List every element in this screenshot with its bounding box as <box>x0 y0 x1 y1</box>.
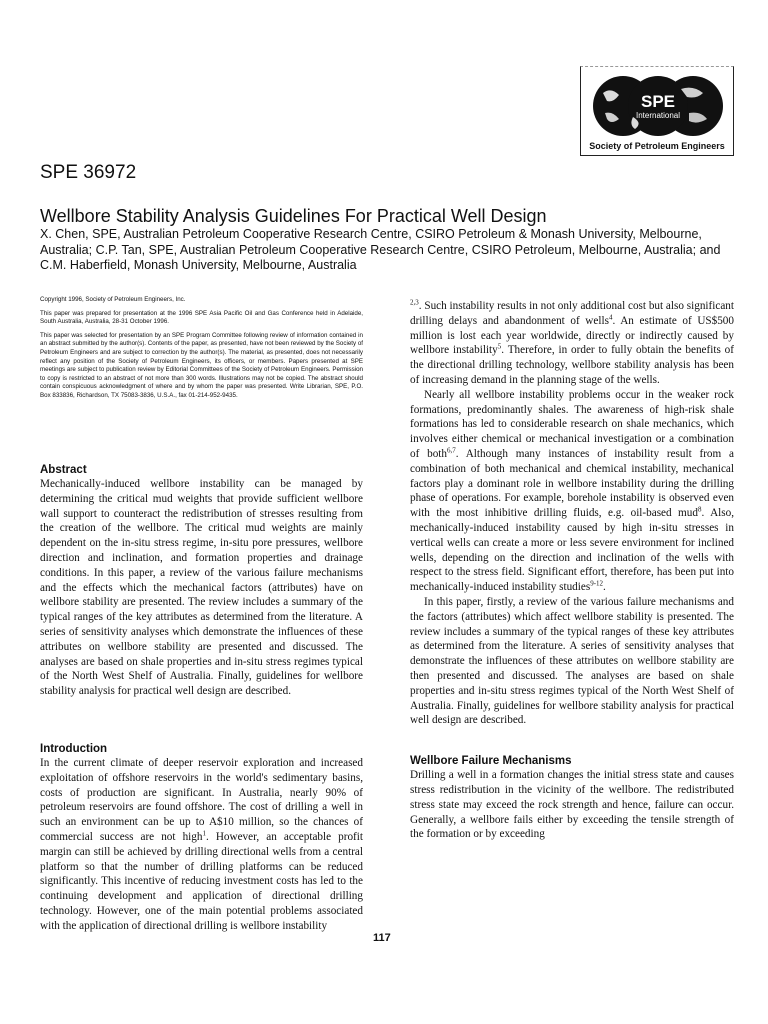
conference-line: This paper was prepared for presentation at the 1996 SPE Asia Pacific Oil and Gas Conference held in Adelaide, South Australia, Australia, 28-31 October 1996. <box>40 309 363 326</box>
svg-text:International: International <box>635 111 681 120</box>
introduction-paragraph-2: Nearly all wellbore instability problems occur in the weaker rock formations, predominantly shales. The awareness of high-risk shale formations has led to considerable research on shale mechanics, which involves either chemical or mechanical investigation or a combination of both$^{6,7}$. Although many instances of instability result from a combination of both mechanical and chemical instability, mechanical factors play a dominant role in wellbore instability during the drilling phase of operations. For example, borehole instability is observed even with the most inhibitive drilling fluids, e.g. oil-based mud$^8$. Also, mechanically-induced instability caused by high in-situ stresses in vertical wells can create a more or less severe environment for inclined wells, depending on the direction and inclination of the wells with respect to the stress field. Significant effort, therefore, has been put into mechanically-induced instability studies$^{9-12}$. <box>410 388 734 594</box>
abstract-heading: Abstract <box>40 464 87 476</box>
page-number: 117 <box>373 932 391 944</box>
paper-title: Wellbore Stability Analysis Guidelines For Practical Well Design <box>40 206 547 226</box>
authors: X. Chen, SPE, Australian Petroleum Cooperative Research Centre, CSIRO Petroleum & Monash University, Melbourne, Australia; C.P. Tan, SPE, Australian Petroleum Cooperative Research Centre, CSIRO Petroleum, Melbourne, Australia; and C.M. Haberfield, Monash University, Melbourne, Australia <box>40 227 721 272</box>
svg-text:SPE: SPE <box>640 92 676 111</box>
introduction-paragraph-1: In the current climate of deeper reservoir exploration and increased exploitation of offshore reservoirs in the world's sedimentary basins, costs of production are significant. In Australia, nearly 90% of petroleum reservoirs are found offshore. The cost of drilling a well in such an environment can be up to A$10 million, so the chances of commercial success are not high$^1$. However, an acceptable profit margin can still be achieved by drilling directional wells from a central platform so that the number of drilling platforms can be reduced significantly. This incentive of reducing investment costs has led to the continuing development and application of directional drilling technology. However, one of the main potential problems associated with the application of directional drilling is wellbore instability <box>40 757 363 932</box>
spe-logo <box>580 66 734 156</box>
intro-p1-b: . However, an acceptable profit margin can still be achieved by drilling directional wells from a central platform so that the number of drilling platforms can be reduced significantly. This incentive of reducing investment costs has led to the continuing development and application of directional drilling technology. However, one of the main potential problems associated with the application of directional drilling is wellbore instability <box>40 830 363 932</box>
failure-mechanisms-heading: Wellbore Failure Mechanisms <box>410 755 572 768</box>
abstract-section <box>40 463 363 699</box>
spe-globe-logo-icon <box>589 73 727 139</box>
copyright-notice <box>40 296 363 406</box>
paper-id: SPE 36972 <box>40 162 137 183</box>
abstract-text: Mechanically-induced wellbore instability can be managed by determining the critical mud weights that provide sufficient wellbore wall support to counteract the redistribution of stresses resulting from the creation of the wellbore. The critical mud weights are mainly dependent on the in-situ stress regime, in-situ pore pressures, wellbore direction and inclination, and formation properties and drainage conditions. In this paper, a review of the various failure mechanisms and the effects which the mechanical factors (attributes) have on wellbore stability are presented. The review includes a summary of the typical ranges of the key attributes as determined from the literature. A series of sensitivity analyses which demonstrate the influences of these attributes on wellbore stability are presented and discussed. The analyses are based on shale properties and in-situ stress regimes typical of the North West Shelf of Australia. Finally, guidelines for wellbore stability analysis for practical well design are described. <box>40 478 363 698</box>
right-column <box>410 299 734 842</box>
introduction-paragraph-3: In this paper, firstly, a review of the various failure mechanisms and the factors (attributes) which affect wellbore stability is presented. The review includes a summary of the typical ranges of these key attributes as determined from the literature. A series of sensitivity analyses that demonstrate the influences of these attributes on wellbore stability are then presented and discussed. The analyses are based on shale properties and in-situ stress regimes typical of the North West Shelf of Australia. Finally, guidelines for wellbore stability analysis for practical well design are described. <box>410 595 734 727</box>
introduction-heading: Introduction <box>40 743 108 755</box>
logo-caption: Society of Petroleum Engineers <box>589 141 725 151</box>
introduction-section <box>40 742 363 934</box>
copyright-line: Copyright 1996, Society of Petroleum Engineers, Inc. <box>40 296 186 303</box>
failure-mechanisms-text: Drilling a well in a formation changes the initial stress state and causes stress redistribution in the vicinity of the wellbore. The redistributed stress state may exceed the rock strength and hence, failure can occur. Generally, a wellbore fails either by exceeding the tensile strength of the formation or by exceeding <box>410 769 734 841</box>
introduction-paragraph-1-cont: $^{2,3}$. Such instability results in not only additional cost but also significant drilling delays and abandonment of wells$^4$. An estimate of US$500 million is lost each year worldwide, directly or indirectly caused by wellbore instability$^5$. Therefore, in order to fully obtain the benefits of the directional drilling technology, wellbore stability analysis has been of increasing demand in the planning stage of the wells. <box>410 298 735 386</box>
review-disclaimer: This paper was selected for presentation by an SPE Program Committee following review of information contained in an abstract submitted by the author(s). Contents of the paper, as presented, have not been reviewed by the Society of Petroleum Engineers and are subject to correction by the author(s). The material, as presented, does not necessarily reflect any position of the Society of Petroleum Engineers, its officers, or members. Papers presented at SPE meetings are subject to publication review by Editorial Committees of the Society of Petroleum Engineers. Permission to copy is restricted to an abstract of not more than 300 words. Illustrations may not be copied. The abstract should contain conspicuous acknowledgment of where and by whom the paper was presented. Write Librarian, SPE, P.O. Box 833836, Richardson, TX 75083-3836, U.S.A., fax 01-214-952-9435. <box>40 331 363 399</box>
